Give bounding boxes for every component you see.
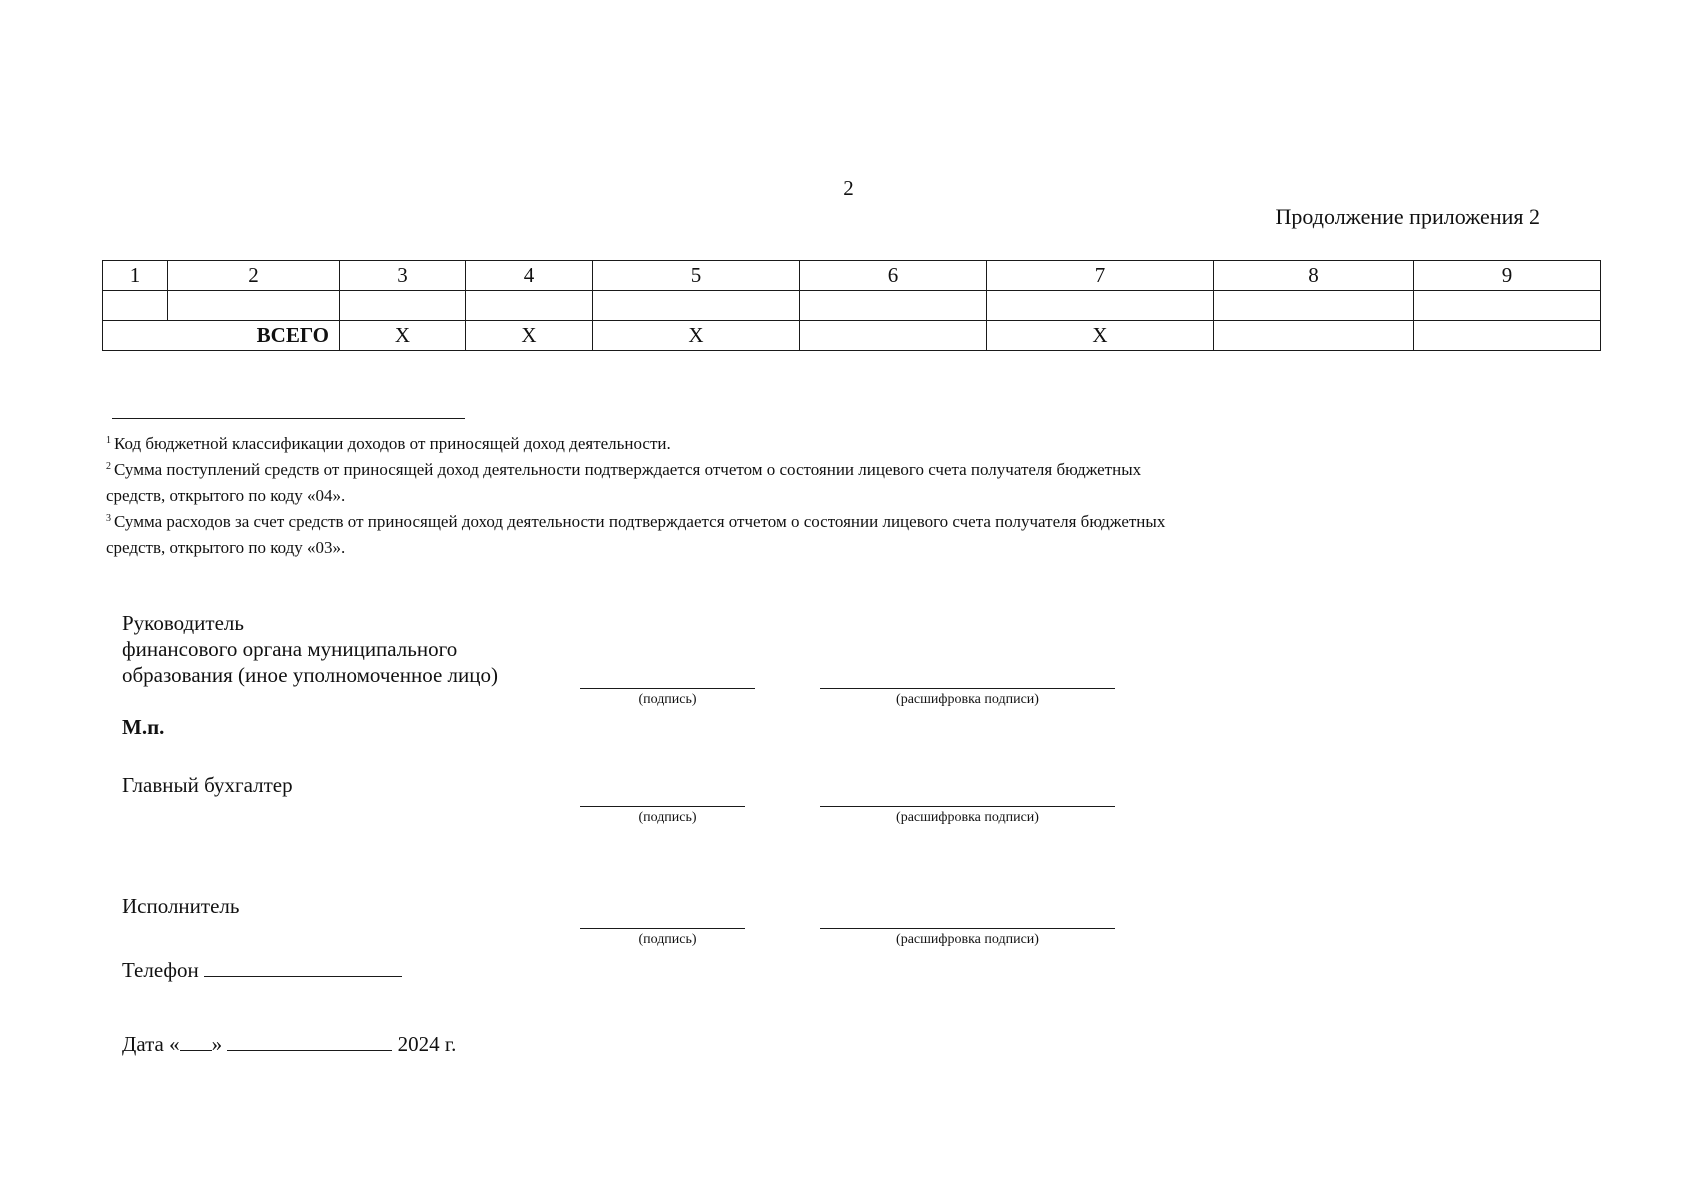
table-cell: [340, 291, 466, 321]
column-number: 9: [1414, 261, 1601, 291]
chief-accountant-label: Главный бухгалтер: [122, 773, 293, 797]
column-number: 8: [1214, 261, 1414, 291]
table-cell: X: [987, 321, 1214, 351]
table-cell: [1214, 321, 1414, 351]
table-cell: [800, 291, 987, 321]
phone-label: Телефон: [122, 958, 199, 982]
head-title-line: Руководитель: [122, 611, 244, 635]
date-label: Дата: [122, 1032, 164, 1056]
head-title-line: образования (иное уполномоченное лицо): [122, 663, 498, 687]
footnote: [106, 506, 1406, 561]
phone-field: [122, 956, 402, 983]
footnote: [106, 454, 1406, 509]
chief-signature-caption: (подпись): [638, 810, 697, 825]
head-title: [122, 610, 498, 688]
executor-label: Исполнитель: [122, 894, 240, 918]
head-decoding-caption: (расшифровка подписи): [896, 692, 1039, 707]
chief-decoding-caption: (расшифровка подписи): [896, 810, 1039, 825]
page-number: 2: [843, 176, 854, 200]
executor-decoding-caption: (расшифровка подписи): [896, 932, 1039, 947]
column-number: 5: [593, 261, 800, 291]
column-number: 6: [800, 261, 987, 291]
footnote-text: Сумма поступлений средств от приносящей доход деятельности подтверждается отчетом о состоянии лицевого счета получателя бюджетных: [114, 460, 1142, 479]
executor-signature-caption: (подпись): [638, 932, 697, 947]
table-cell: X: [340, 321, 466, 351]
table-cell: X: [466, 321, 593, 351]
table-header-row: [103, 261, 1601, 291]
head-title-line: финансового органа муниципального: [122, 637, 458, 661]
day-input-line[interactable]: [180, 1030, 212, 1051]
footnote: [106, 428, 1406, 457]
table-row: [103, 291, 1601, 321]
executor-decoding-line[interactable]: [820, 928, 1115, 929]
table-cell: [987, 291, 1214, 321]
phone-input-line[interactable]: [204, 956, 402, 977]
head-decoding-line[interactable]: [820, 688, 1115, 689]
head-signature-line[interactable]: [580, 688, 755, 689]
table-cell: [800, 321, 987, 351]
table-cell: X: [593, 321, 800, 351]
footnote-text-continued: средств, открытого по коду «04».: [106, 486, 346, 505]
table-cell: [1414, 291, 1601, 321]
total-label: ВСЕГО: [103, 321, 340, 351]
footnote-marker: 1: [106, 435, 111, 446]
chief-decoding-line[interactable]: [820, 806, 1115, 807]
head-signature-caption: (подпись): [638, 692, 697, 707]
table-cell: [103, 291, 168, 321]
date-open-quote: «: [169, 1032, 180, 1056]
summary-table: [102, 260, 1601, 351]
column-number: 4: [466, 261, 593, 291]
column-number: 2: [168, 261, 340, 291]
date-close-quote: »: [211, 1032, 223, 1056]
footnote-marker: 3: [106, 513, 111, 524]
table-total-row: [103, 321, 1601, 351]
date-year: 2024 г.: [397, 1032, 457, 1056]
table-cell: [593, 291, 800, 321]
table-cell: [1214, 291, 1414, 321]
table-cell: [1414, 321, 1601, 351]
date-field: [122, 1030, 456, 1057]
stamp-place-label: М.п.: [122, 715, 165, 739]
table-cell: [168, 291, 340, 321]
footnote-separator: [112, 418, 465, 419]
executor-signature-line[interactable]: [580, 928, 745, 929]
footnote-marker: 2: [106, 461, 111, 472]
appendix-title: Продолжение приложения 2: [1275, 204, 1540, 229]
footnote-text-continued: средств, открытого по коду «03».: [106, 538, 346, 557]
column-number: 1: [103, 261, 168, 291]
footnote-text: Сумма расходов за счет средств от приносящей доход деятельности подтверждается отчетом о состоянии лицевого счета получателя бюджетных: [114, 512, 1166, 531]
column-number: 7: [987, 261, 1214, 291]
column-number: 3: [340, 261, 466, 291]
chief-signature-line[interactable]: [580, 806, 745, 807]
footnote-text: Код бюджетной классификации доходов от приносящей доход деятельности.: [114, 434, 671, 453]
table-cell: [466, 291, 593, 321]
month-input-line[interactable]: [227, 1030, 392, 1051]
